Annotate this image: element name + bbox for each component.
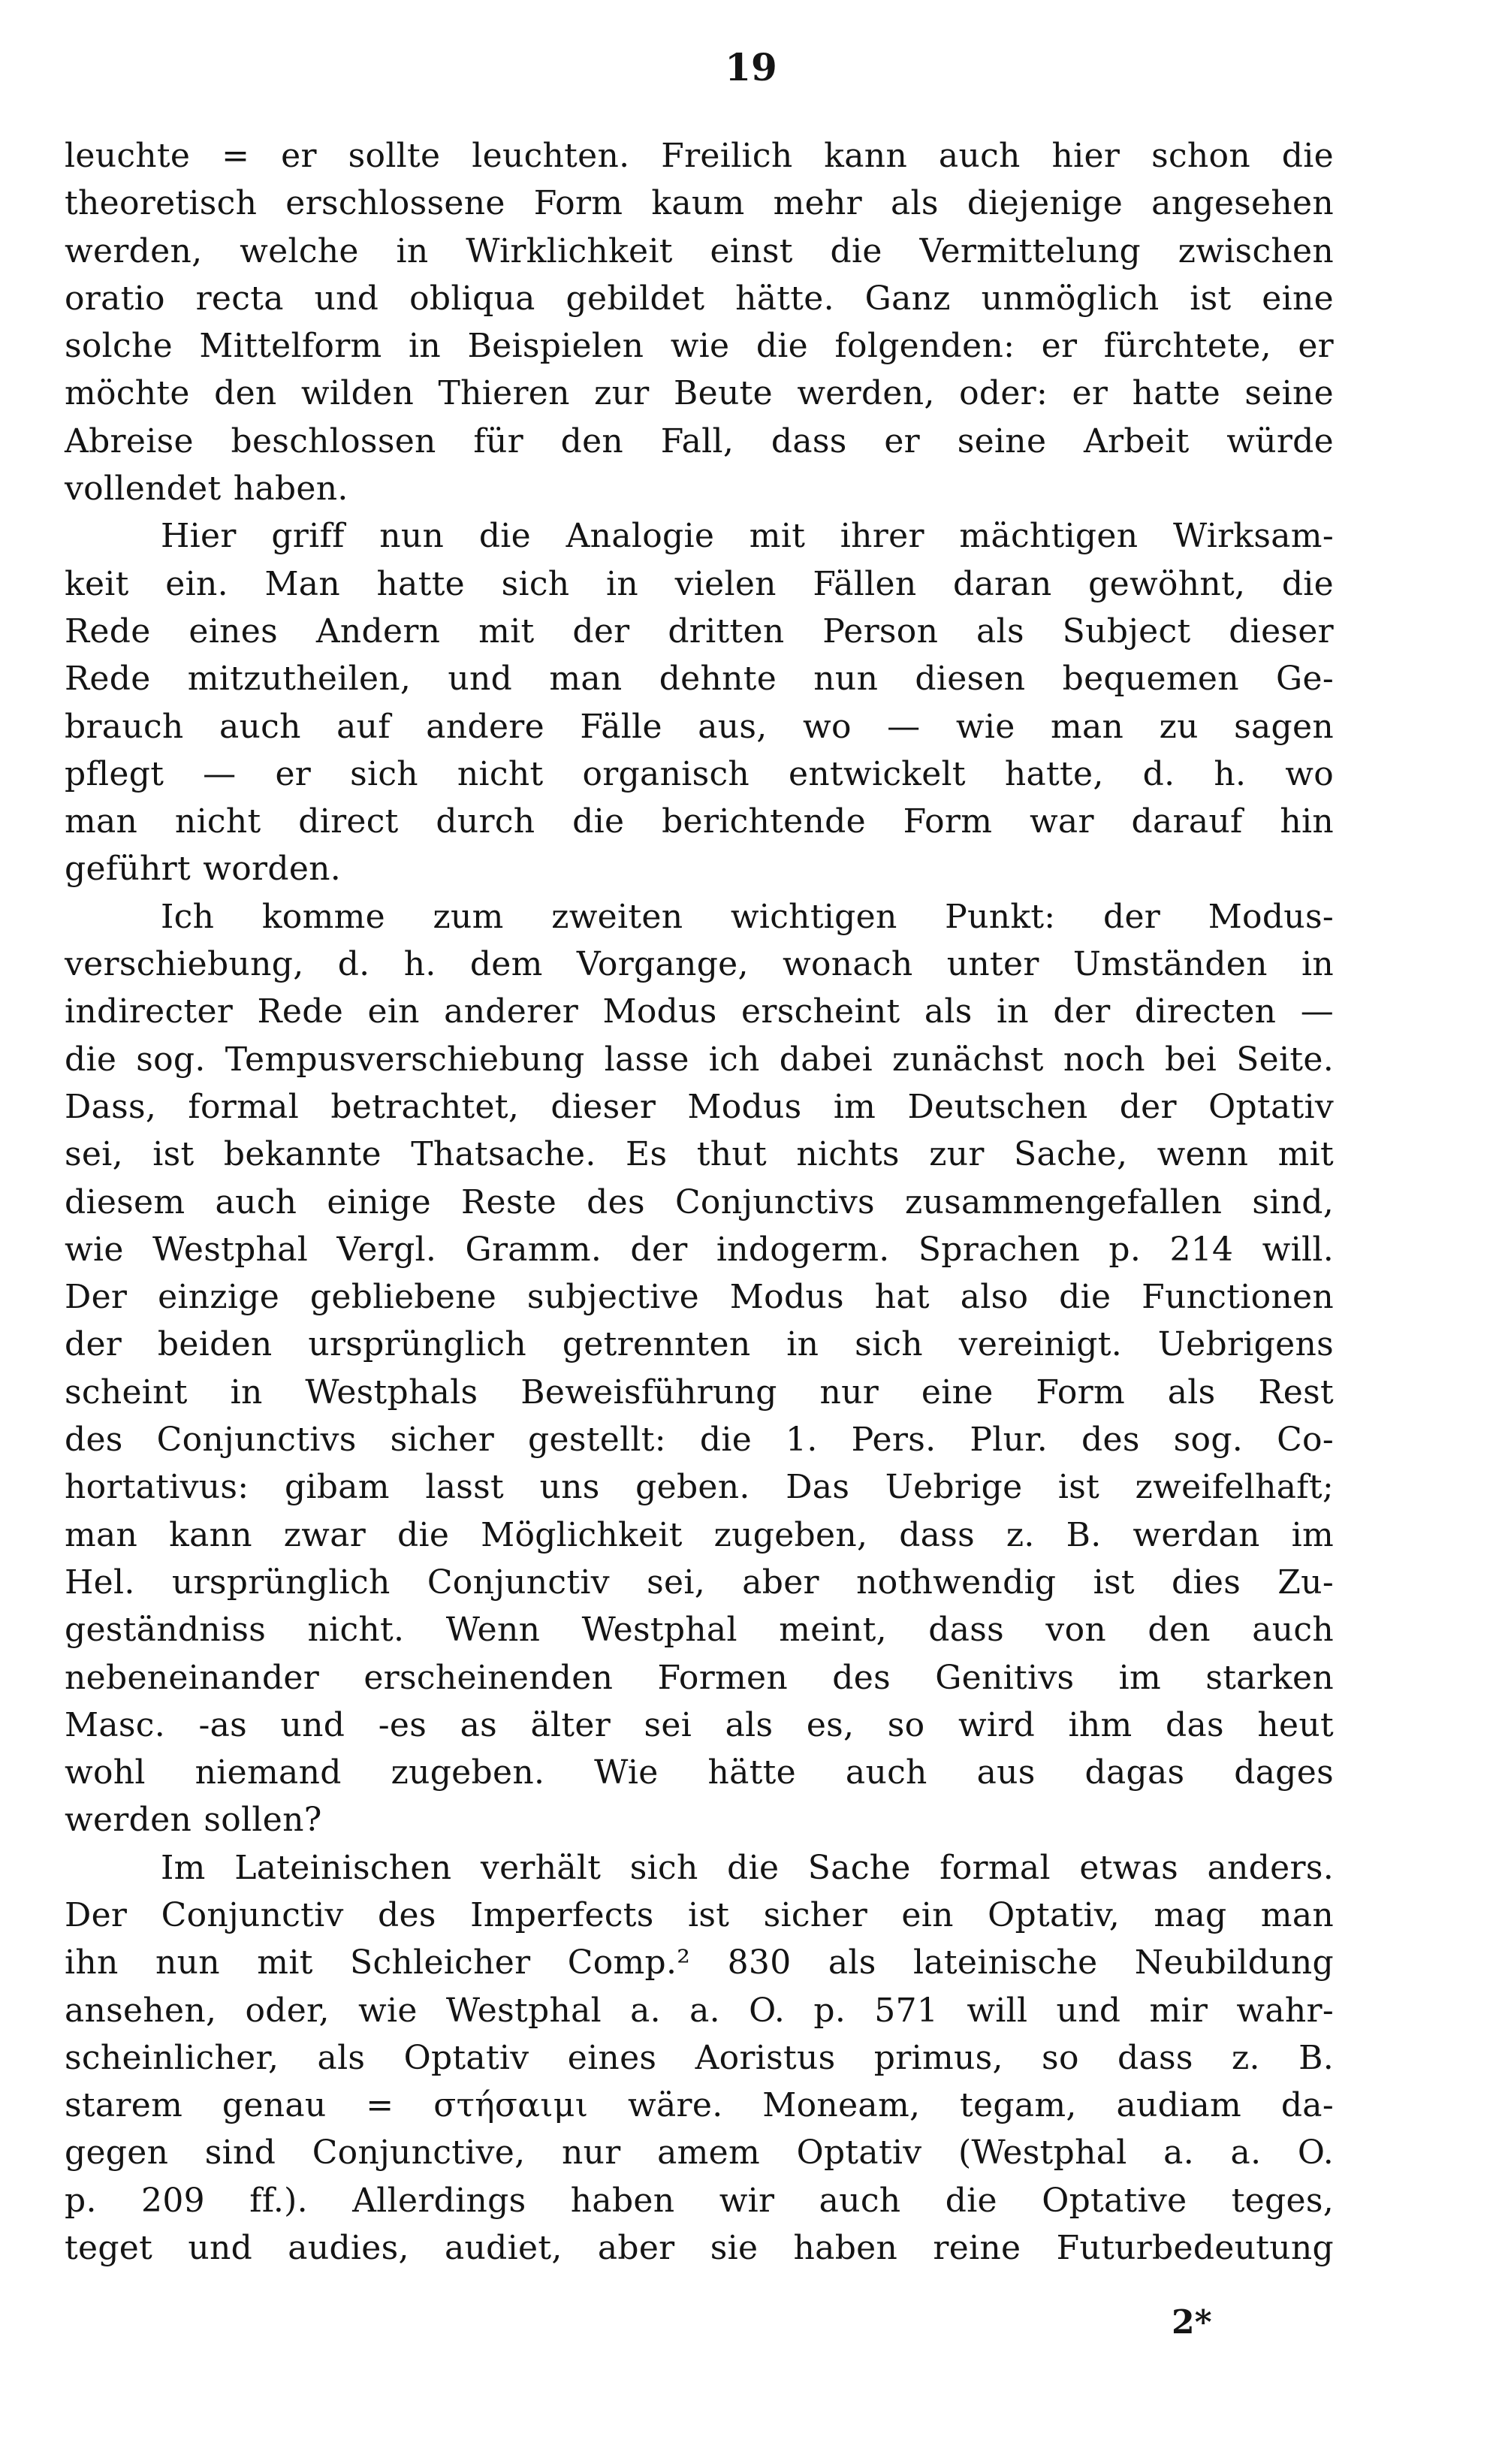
text-line: geführt worden. (65, 850, 342, 889)
text-line: nebeneinander erscheinenden Formen des Genitivs im starken (65, 1658, 1334, 1697)
signature-mark: 2* (1172, 2303, 1212, 2342)
text-line: teget und audies, audiet, aber sie haben reine Futurbedeutung (65, 2229, 1334, 2268)
text-line: oratio recta und obliqua gebildet hätte. Ganz unmöglich ist eine (65, 279, 1334, 318)
text-line: werden sollen? (65, 1801, 322, 1840)
text-line: Abreise beschlossen für den Fall, dass er seine Arbeit würde (65, 421, 1334, 460)
text-line: diesem auch einige Reste des Conjunctivs zusammengefallen sind, (65, 1182, 1334, 1221)
text-line: keit ein. Man hatte sich in vielen Fällen daran gewöhnt, die (65, 564, 1334, 603)
text-line: pflegt — er sich nicht organisch entwickelt hatte, d. h. wo (65, 754, 1334, 793)
text-line: man nicht direct durch die berichtende Form war darauf hin (65, 802, 1334, 841)
text-line: möchte den wilden Thieren zur Beute werden, oder: er hatte seine (65, 374, 1334, 413)
text-line: Dass, formal betrachtet, dieser Modus im Deutschen der Optativ (65, 1087, 1334, 1126)
text-line: gegen sind Conjunctive, nur amem Optativ (Westphal a. a. O. (65, 2133, 1334, 2173)
text-line: Der einzige gebliebene subjective Modus hat also die Functionen (65, 1278, 1334, 1317)
text-line: scheint in Westphals Beweisführung nur eine Form als Rest (65, 1372, 1334, 1412)
text-line: p. 209 ff.). Allerdings haben wir auch die Optative teges, (65, 2181, 1334, 2220)
text-line: sei, ist bekannte Thatsache. Es thut nichts zur Sache, wenn mit (65, 1135, 1334, 1174)
text-line: Masc. -as und -es as älter sei als es, so wird ihm das heut (65, 1705, 1334, 1744)
text-line: scheinlicher, als Optativ eines Aoristus primus, so dass z. B. (65, 2038, 1334, 2077)
text-line: Der Conjunctiv des Imperfects ist sicher ein Optativ, mag man (65, 1895, 1334, 1934)
text-line: ihn nun mit Schleicher Comp.² 830 als lateinische Neubildung (65, 1943, 1334, 1982)
text-line: Hel. ursprünglich Conjunctiv sei, aber nothwendig ist dies Zu- (65, 1563, 1334, 1602)
text-line: solche Mittelform in Beispielen wie die folgenden: er fürchtete, er (65, 327, 1334, 366)
text-line: brauch auch auf andere Fälle aus, wo — wie man zu sagen (65, 707, 1334, 746)
text-line: wohl niemand zugeben. Wie hätte auch aus dagas dages (65, 1753, 1334, 1792)
text-line: starem genau = στήσαιμι wäre. Moneam, tegam, audiam da- (65, 2086, 1334, 2125)
text-line: leuchte = er sollte leuchten. Freilich kann auch hier schon die (65, 137, 1334, 175)
text-line: Im Lateinischen verhält sich die Sache formal etwas anders. (161, 1848, 1334, 1887)
text-line: verschiebung, d. h. dem Vorgange, wonach unter Umständen in (65, 945, 1334, 984)
text-line: ansehen, oder, wie Westphal a. a. O. p. 571 will und mir wahr- (65, 1991, 1334, 2030)
text-line: der beiden ursprünglich getrennten in sich vereinigt. Uebrigens (65, 1325, 1334, 1364)
text-line: des Conjunctivs sicher gestellt: die 1. Pers. Plur. des sog. Co- (65, 1421, 1334, 1460)
page-number: 19 (725, 45, 777, 89)
text-line: werden, welche in Wirklichkeit einst die Vermittelung zwischen (65, 231, 1334, 270)
text-line: vollendet haben. (65, 470, 348, 509)
text-line: Hier griff nun die Analogie mit ihrer mächtigen Wirksam- (161, 517, 1334, 556)
body-text (65, 132, 1334, 2272)
text-line: wie Westphal Vergl. Gramm. der indogerm. Sprachen p. 214 will. (65, 1230, 1334, 1269)
text-line: die sog. Tempusverschiebung lasse ich dabei zunächst noch bei Seite. (65, 1040, 1334, 1079)
text-line: Rede mitzutheilen, und man dehnte nun diesen bequemen Ge- (65, 660, 1334, 699)
text-line: geständniss nicht. Wenn Westphal meint, dass von den auch (65, 1611, 1334, 1650)
text-line: theoretisch erschlossene Form kaum mehr als diejenige angesehen (65, 184, 1334, 223)
text-line: indirecter Rede ein anderer Modus erscheint als in der directen — (65, 992, 1334, 1031)
text-line: man kann zwar die Möglichkeit zugeben, dass z. B. werdan im (65, 1515, 1334, 1554)
text-line: hortativus: gibam lasst uns geben. Das Uebrige ist zweifelhaft; (65, 1468, 1334, 1507)
text-line: Rede eines Andern mit der dritten Person als Subject dieser (65, 611, 1334, 651)
text-line: Ich komme zum zweiten wichtigen Punkt: der Modus- (161, 897, 1334, 936)
